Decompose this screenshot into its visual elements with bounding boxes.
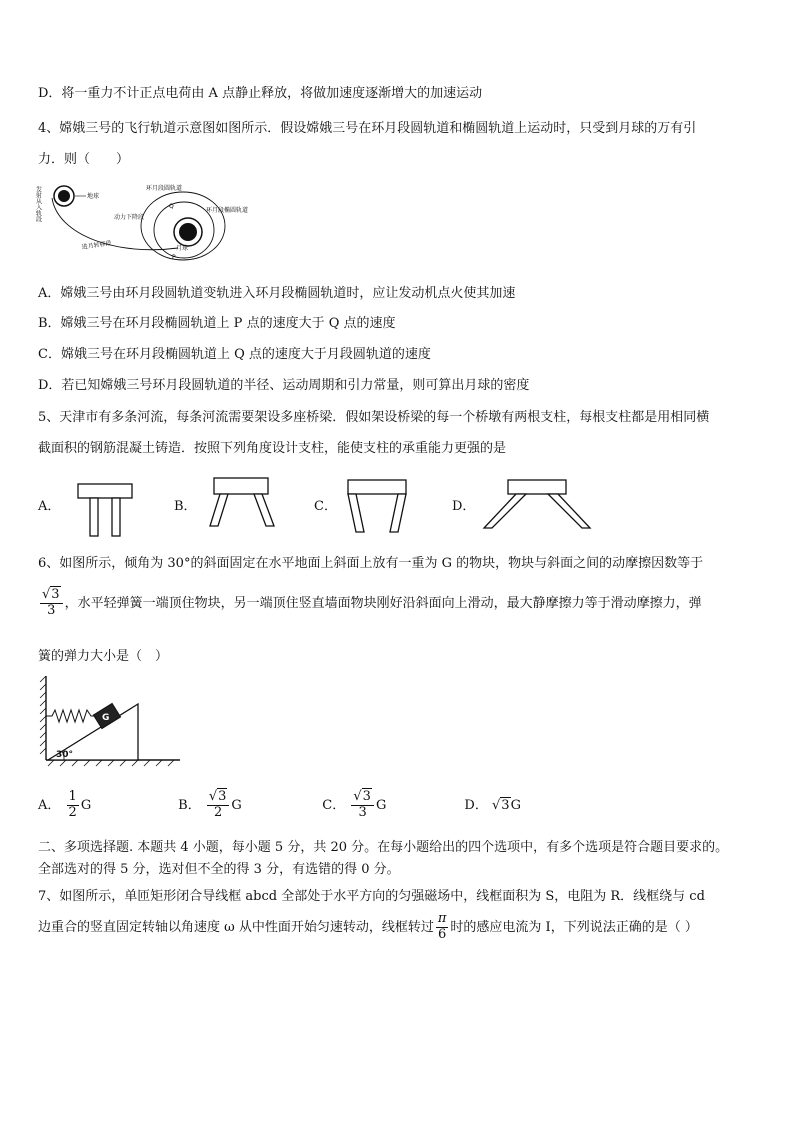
q4-option-c: C．嫦娥三号在环月段椭圆轨道上 Q 点的速度大于月段圆轨道的速度 — [38, 347, 431, 362]
q6-mu-num: 3 — [51, 587, 60, 602]
q5-label-c: C． — [314, 499, 337, 514]
block-label: G — [102, 713, 110, 723]
powered-descent-label: 动力下降段 — [114, 214, 145, 221]
angle-label: 30° — [56, 750, 74, 760]
q3-option-d: D．将一重力不计正点电荷由 A 点静止释放，将做加速度逐渐增大的加速运动 — [38, 86, 483, 101]
circle-orbit-label: 环月段圆轨道 — [146, 185, 183, 192]
q4-option-b: B．嫦娥三号在环月段椭圆轨道上 P 点的速度大于 Q 点的速度 — [38, 316, 396, 331]
q5-stem-line2: 截面积的钢筋混凝土铸造．按照下列角度设计支柱，能使支柱的承重能力更强的是 — [38, 441, 507, 456]
pillar-figure-d — [482, 478, 592, 534]
q7-angle-fraction: $\frac{\pi}{6}$ — [437, 911, 447, 942]
point-q-label: Q — [169, 203, 174, 210]
spring — [46, 710, 96, 722]
q6-option-a: A． $\frac{1}{2}$ G — [38, 789, 92, 820]
transfer-label: 进月转移段 — [81, 239, 113, 251]
q6-option-c: C． $\frac{√3}{3}$ G — [322, 789, 387, 820]
q4-option-a: A．嫦娥三号由环月段圆轨道变轨进入环月段椭圆轨道时，应让发动机点火使其加速 — [38, 286, 516, 301]
moon-label: 月球 — [176, 245, 189, 252]
q6-options — [38, 790, 521, 821]
q5-stem-line1: 5、天津市有多条河流，每条河流需要架设多座桥梁．假如架设桥梁的每一个桥墩有两根支柱，每根支柱都是用相同横 — [38, 410, 710, 425]
q7-stem-line2: 边重合的竖直固定转轴以角速度 ω 从中性面开始匀速转动，线框转过 $\frac{\pi}{6}$ 时的感应电流为 I，下列说法正确的是（ ） — [38, 911, 698, 942]
q7-stem-line1: 7、如图所示，单匝矩形闭合导线框 abcd 全部处于水平方向的匀强磁场中，线框面积为 S，电阻为 R．线框绕与 cd — [38, 889, 705, 904]
q6-option-b: B． $\frac{√3}{2}$ G — [178, 789, 242, 820]
q4-stem-line1: 4、嫦娥三号的飞行轨道示意图如图所示．假设嫦娥三号在环月段圆轨道和椭圆轨道上运动时，只受到月球的万有引 — [38, 121, 697, 136]
q4-stem-line2: 力．则（ ） — [38, 152, 130, 167]
orbit-diagram — [34, 176, 268, 268]
pillar-figure-c — [342, 478, 412, 536]
q6-stem-line2-text: ，水平轻弹簧一端顶住物块，另一端顶住竖直墙面物块刚好沿斜面向上滑动，最大静摩擦力等于滑动摩擦力，弹 — [64, 595, 702, 611]
q5-label-d: D． — [452, 499, 476, 514]
q6-option-d: D． √3G — [464, 797, 521, 813]
q5-label-a: A． — [38, 499, 61, 514]
earth-label: 地球 — [87, 193, 100, 200]
ellipse-orbit-label: 环月段椭圆轨道 — [206, 207, 249, 214]
section2-line1: 二、多项选择题. 本题共 4 小题，每小题 5 分，共 20 分。在每小题给出的四个选项中，有多个选项是符合题目要求的。 — [38, 840, 729, 855]
q6-stem-line1: 6、如图所示，倾角为 30°的斜面固定在水平地面上斜面上放有一重为 G 的物块，物块与斜面之间的动摩擦因数等于 — [38, 556, 704, 571]
q6-stem-line3: 簧的弹力大小是（ ） — [38, 649, 169, 664]
incline-diagram — [38, 672, 184, 768]
q4-option-d: D．若已知嫦娥三号环月段圆轨道的半径、运动周期和引力常量，则可算出月球的密度 — [38, 378, 530, 393]
q5-label-b: B． — [174, 499, 197, 514]
q6-mu-fraction: $\frac{√3}{3}$ — [40, 588, 63, 619]
pillar-figure-b — [206, 476, 278, 532]
q6-stem-line2 — [38, 588, 702, 619]
section2-line2: 全部选对的得 5 分，选对但不全的得 3 分，有选错的得 0 分。 — [38, 862, 400, 877]
point-p-label: P — [172, 254, 176, 261]
transfer-trajectory — [52, 198, 178, 250]
q6-mu-den: 3 — [47, 602, 56, 618]
pillar-figure-a — [76, 482, 136, 538]
launch-label: 发射从入轨段 — [34, 186, 42, 222]
